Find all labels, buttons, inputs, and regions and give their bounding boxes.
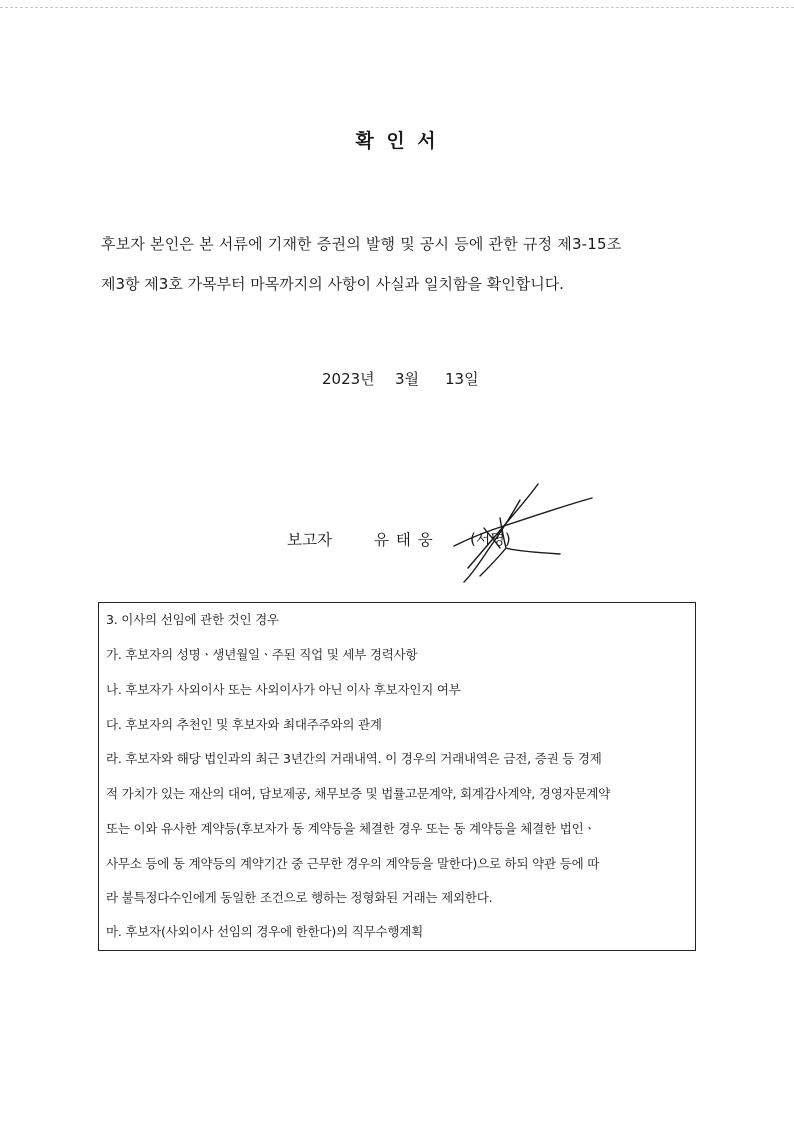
note-line: 라 불특정다수인에게 동일한 조건으로 행하는 정형화된 거래는 제외한다. bbox=[106, 890, 493, 905]
note-line: 마. 후보자(사외이사 선임의 경우에 한한다)의 직무수행계획 bbox=[106, 924, 423, 939]
note-line: 다. 후보자의 추천인 및 후보자와 최대주주와의 관계 bbox=[106, 717, 382, 732]
note-line: 라. 후보자와 해당 법인과의 최근 3년간의 거래내역. 이 경우의 거래내역은 금전, 증권 등 경제 bbox=[106, 751, 602, 766]
statement-line-1: 후보자 본인은 본 서류에 기재한 증권의 발행 및 공시 등에 관한 규정 제3-15조 bbox=[101, 235, 622, 253]
note-line: 적 가치가 있는 재산의 대여, 담보제공, 채무보증 및 법률고문계약, 회계감사계약, 경영자문계약 bbox=[106, 786, 611, 801]
date-month: 3월 bbox=[395, 370, 420, 388]
note-line: 또는 이와 유사한 계약등(후보자가 동 계약등을 체결한 경우 또는 동 계약등을 체결한 법인ㆍ bbox=[106, 821, 596, 836]
note-line: 3. 이사의 선임에 관한 것인 경우 bbox=[106, 612, 279, 627]
signer-name: 유 태 웅 bbox=[374, 531, 434, 549]
signer-role: 보고자 bbox=[287, 531, 332, 549]
signature-placeholder: (서명) bbox=[470, 530, 511, 548]
note-line: 나. 후보자가 사외이사 또는 사외이사가 아닌 이사 후보자인지 여부 bbox=[106, 682, 461, 697]
note-line: 가. 후보자의 성명ㆍ생년월일ㆍ주된 직업 및 세부 경력사항 bbox=[106, 647, 418, 662]
date-day: 13일 bbox=[445, 370, 479, 388]
document-title: 확 인 서 bbox=[355, 130, 439, 152]
note-line: 사무소 등에 동 계약등의 계약기간 중 근무한 경우의 계약등을 말한다)으로 하되 약관 등에 따 bbox=[106, 856, 600, 871]
scan-edge-artifact bbox=[0, 7, 794, 9]
statement-line-2: 제3항 제3호 가목부터 마목까지의 사항이 사실과 일치함을 확인합니다. bbox=[101, 275, 564, 293]
requirements-note-box bbox=[98, 602, 696, 951]
handwritten-signature bbox=[440, 478, 600, 588]
date-year: 2023년 bbox=[322, 370, 375, 388]
